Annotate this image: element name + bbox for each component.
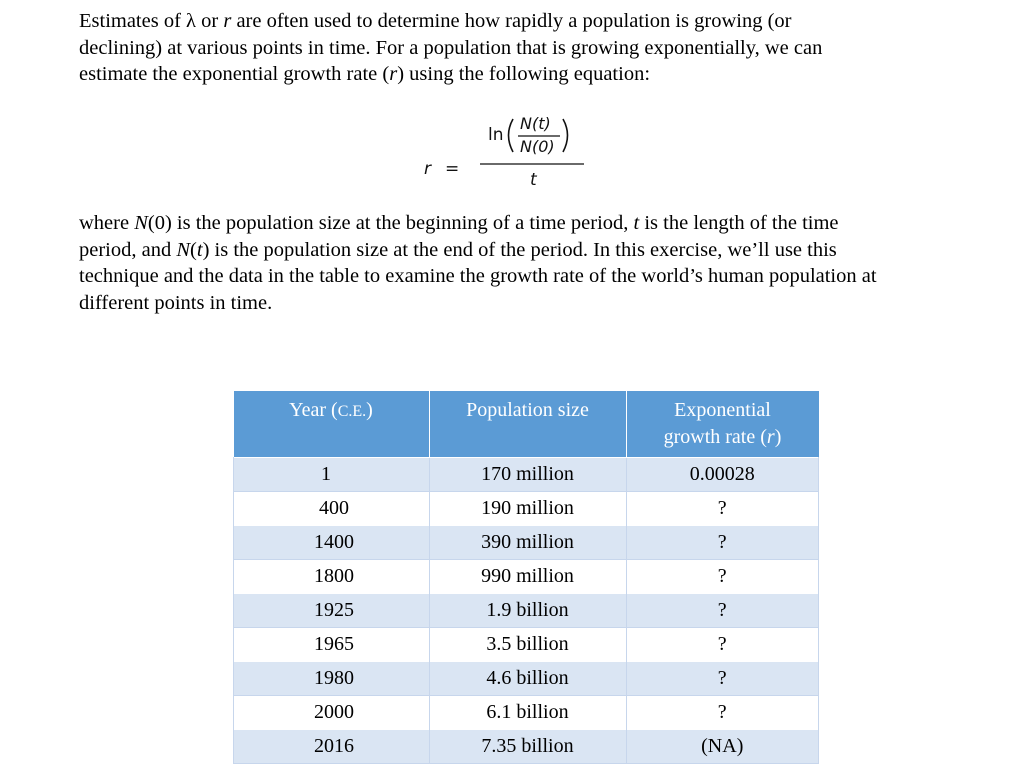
lambda-symbol: λ <box>186 10 196 32</box>
explanation-paragraph <box>79 210 984 316</box>
year-value: 1800 <box>314 565 354 587</box>
header-population-text: Population size <box>466 399 589 421</box>
population-cell: 7.35 billion <box>429 730 626 764</box>
intro-paragraph <box>79 8 984 88</box>
explain-text: (0) is the population size at the beginning of a time period, <box>147 212 634 234</box>
t-variable: t <box>633 212 640 234</box>
intro-line-2: declining) at various points in time. For a population that is growing exponentially, we can <box>79 36 823 59</box>
intro-line-3 <box>79 61 984 88</box>
table-row <box>234 628 819 662</box>
rate-cell: ? <box>626 492 819 526</box>
year-cell <box>234 526 430 560</box>
year-cell <box>234 730 430 764</box>
equation-r: r <box>424 159 431 179</box>
equation-equals: = <box>445 159 460 179</box>
table-row <box>234 696 819 730</box>
population-cell: 4.6 billion <box>429 662 626 696</box>
rate-cell: ? <box>626 662 819 696</box>
table-header-row <box>234 391 819 458</box>
rate-cell: 0.00028 <box>626 458 819 492</box>
growth-rate-equation <box>420 110 620 200</box>
header-rate-line-1: Exponential <box>674 399 771 421</box>
year-value: 1980 <box>314 667 354 689</box>
year-cell <box>234 594 430 628</box>
intro-text: estimate the exponential growth rate ( <box>79 63 390 86</box>
intro-text: Estimates of <box>79 10 187 32</box>
explain-line-1 <box>79 210 984 237</box>
year-value: 1400 <box>314 531 354 553</box>
header-rate-line-2-end: ) <box>774 426 782 448</box>
population-cell: 990 million <box>429 560 626 594</box>
r-variable: r <box>223 10 232 32</box>
equation-numerator: N(t) <box>520 114 551 133</box>
year-cell <box>234 662 430 696</box>
header-year-text: ) <box>366 399 373 421</box>
rate-cell: ? <box>626 594 819 628</box>
explain-text: where <box>79 212 135 234</box>
right-paren <box>563 119 568 152</box>
year-cell <box>234 696 430 730</box>
year-value: 1965 <box>314 633 354 655</box>
equation-denominator: N(0) <box>520 137 555 156</box>
population-cell: 170 million <box>429 458 626 492</box>
intro-text: ) using the following equation: <box>397 63 651 86</box>
table-row <box>234 492 819 526</box>
year-value: 1925 <box>314 599 354 621</box>
year-cell <box>234 492 430 526</box>
rate-cell: ? <box>626 696 819 730</box>
explain-text: is the length of the time <box>639 212 839 234</box>
n-variable: N <box>176 238 191 261</box>
table-row <box>234 526 819 560</box>
year-value: 2000 <box>314 701 354 723</box>
intro-text: or <box>196 10 224 32</box>
header-population <box>429 391 626 458</box>
rate-cell: ? <box>626 628 819 662</box>
table-row <box>234 560 819 594</box>
table-row <box>234 594 819 628</box>
population-cell: 3.5 billion <box>429 628 626 662</box>
t-variable: t <box>196 238 203 261</box>
header-rate-r: r <box>766 426 775 448</box>
explain-line-4: different points in time. <box>79 291 273 314</box>
header-year <box>234 391 430 458</box>
year-cell <box>234 628 430 662</box>
explain-text: ) is the population size at the end of the period. In this exercise, we’ll use this <box>202 238 837 261</box>
explain-line-2 <box>79 237 984 264</box>
year-value: 1 <box>321 463 331 485</box>
year-cell <box>234 560 430 594</box>
population-cell: 390 million <box>429 526 626 560</box>
header-rate-line-2: growth rate ( <box>663 426 767 448</box>
table-row <box>234 662 819 696</box>
header-growth-rate <box>626 391 819 458</box>
explain-text: ( <box>190 238 197 261</box>
equation-ln: ln <box>488 125 504 145</box>
year-value: 2016 <box>314 735 354 757</box>
year-value: 400 <box>319 497 349 519</box>
n-variable: N <box>134 212 148 234</box>
population-table <box>233 391 819 764</box>
table-row <box>234 730 819 764</box>
intro-text: are often used to determine how rapidly a population is growing (or <box>231 10 792 32</box>
table-row <box>234 458 819 492</box>
left-paren <box>509 119 514 152</box>
header-year-text: Year ( <box>289 399 338 421</box>
rate-cell: (NA) <box>626 730 819 764</box>
rate-cell: ? <box>626 560 819 594</box>
population-cell: 190 million <box>429 492 626 526</box>
explain-line-3: technique and the data in the table to examine the growth rate of the world’s human population at <box>79 265 877 288</box>
population-cell: 1.9 billion <box>429 594 626 628</box>
population-cell: 6.1 billion <box>429 696 626 730</box>
equation-t: t <box>530 170 537 190</box>
explain-text: period, and <box>79 238 177 261</box>
intro-line-1 <box>79 8 984 35</box>
rate-cell: ? <box>626 526 819 560</box>
year-cell <box>234 458 430 492</box>
r-variable: r <box>389 63 398 86</box>
header-year-era: C.E. <box>337 403 367 420</box>
